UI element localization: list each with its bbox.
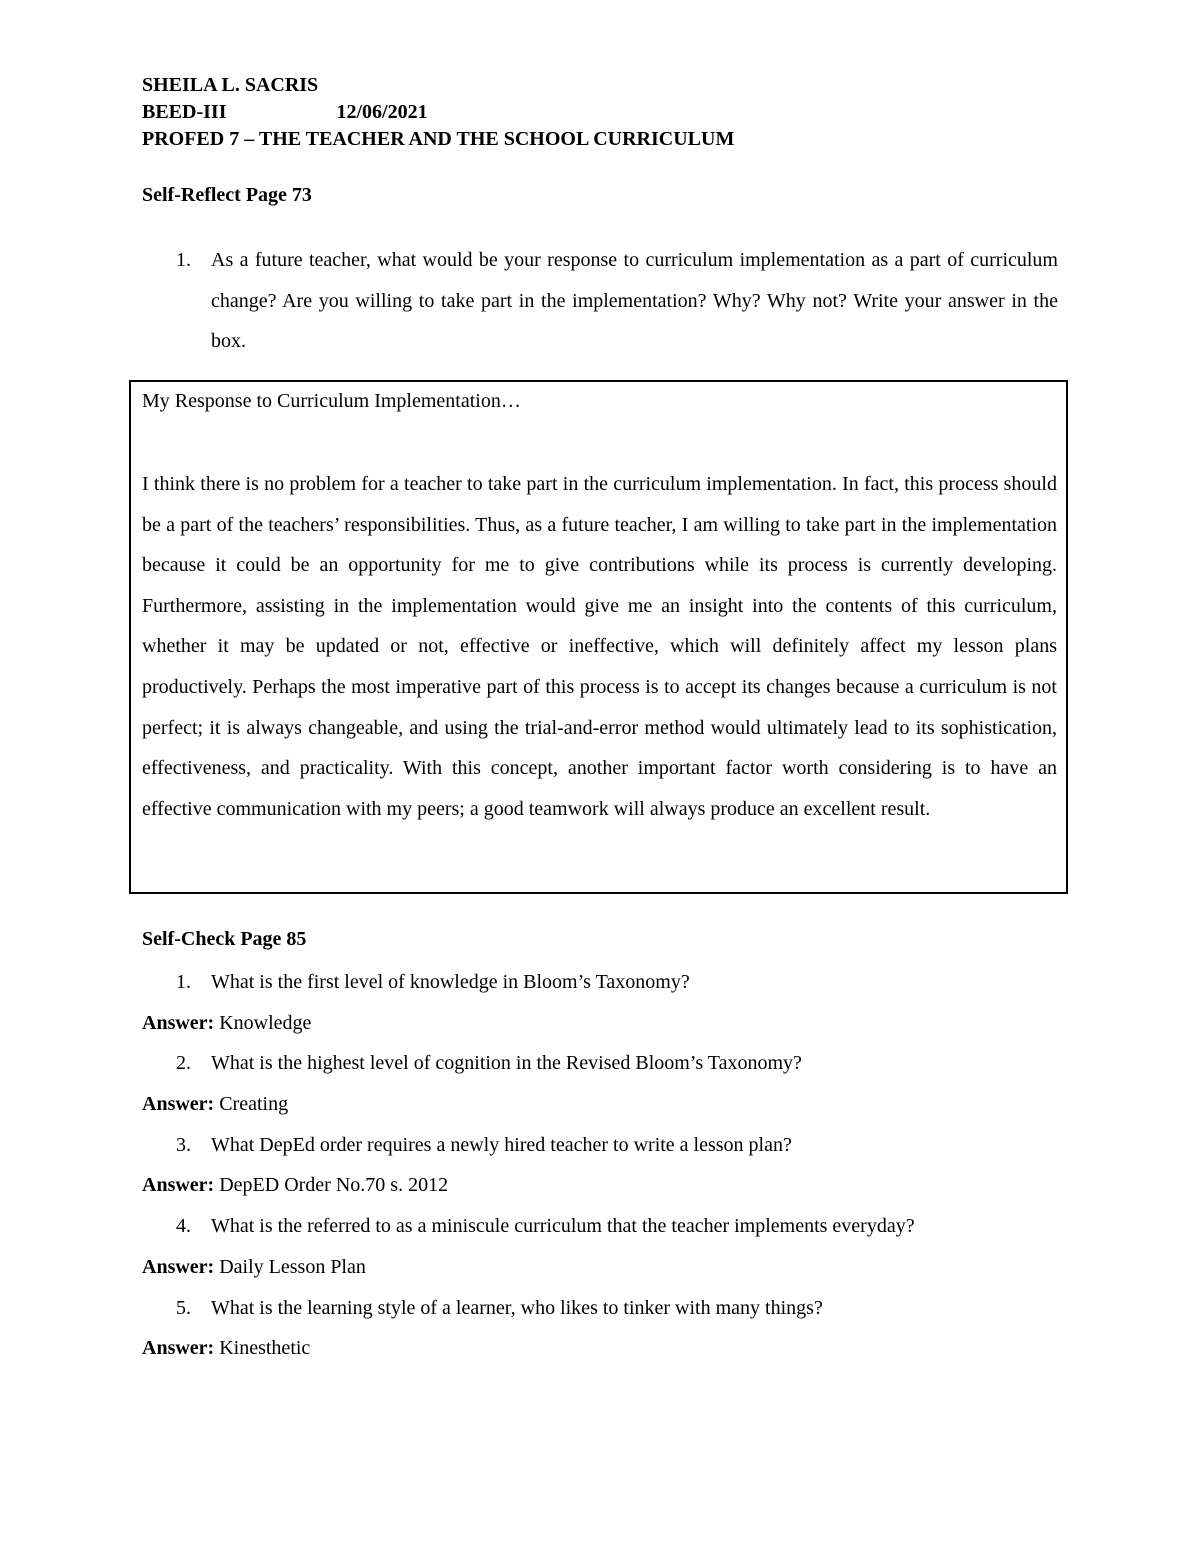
- date-label: 12/06/2021: [336, 101, 428, 123]
- course-date-line: [142, 99, 734, 126]
- question-number: 2.: [176, 1052, 191, 1075]
- question-number: 1.: [176, 249, 191, 271]
- self-reflect-question: [176, 240, 1058, 362]
- subject-title: PROFED 7 – THE TEACHER AND THE SCHOOL CURRICULUM: [142, 128, 735, 150]
- check-question-1: [142, 962, 1072, 1003]
- answer-text: Daily Lesson Plan: [219, 1255, 366, 1278]
- response-box: [129, 380, 1068, 894]
- answer-text: DepED Order No.70 s. 2012: [219, 1174, 449, 1197]
- check-answer-2: [142, 1084, 1072, 1125]
- question-number: 3.: [176, 1133, 191, 1156]
- question-text: What is the learning style of a learner, who likes to tinker with many things?: [211, 1296, 823, 1319]
- self-check-title: Self-Check Page 85: [142, 928, 307, 950]
- question-text: What is the referred to as a miniscule curriculum that the teacher implements everyday?: [211, 1215, 915, 1238]
- document-header: [142, 72, 734, 153]
- check-question-5: [142, 1288, 1072, 1329]
- question-number: 1.: [176, 971, 191, 993]
- check-answer-3: [142, 1165, 1072, 1206]
- question-text: What is the first level of knowledge in Bloom’s Taxonomy?: [211, 971, 690, 993]
- answer-label: Answer:: [142, 1174, 215, 1197]
- check-answer-5: [142, 1328, 1072, 1369]
- question-text: As a future teacher, what would be your response to curriculum implementation as a part of curriculum change? Are you willing to take part in the implementation? Why? Why not? Write your answer in the box.: [211, 249, 1058, 352]
- check-question-4: [142, 1206, 1072, 1247]
- answer-label: Answer:: [142, 1337, 215, 1360]
- answer-text: Knowledge: [219, 1011, 312, 1034]
- question-number: 4.: [176, 1215, 191, 1238]
- student-name: SHEILA L. SACRIS: [142, 74, 319, 96]
- answer-label: Answer:: [142, 1093, 215, 1116]
- response-box-heading: My Response to Curriculum Implementation…: [142, 390, 521, 412]
- course-label: BEED-III: [142, 101, 227, 123]
- check-answer-4: [142, 1247, 1072, 1288]
- question-number: 5.: [176, 1296, 191, 1319]
- response-box-body: I think there is no problem for a teacher to take part in the curriculum implementation. In fact, this process should be a part of the teachers’ responsibilities. Thus, as a future teacher, I am willing to take part in the implementation because it could be an opportunity for me to give contributions while its process is currently developing. Furthermore, assisting in the implementation would give me an insight into the contents of this curriculum, whether it may be updated or not, effective or ineffective, which will definitely affect my lesson plans productively. Perhaps the most imperative part of this process is to accept its changes because a curriculum is not perfect; it is always changeable, and using the trial-and-error method would ultimately lead to its sophistication, effectiveness, and practicality. With this concept, another important factor worth considering is to have an effective communication with my peers; a good teamwork will always produce an excellent result.: [142, 473, 1057, 820]
- self-reflect-title: Self-Reflect Page 73: [142, 184, 312, 206]
- answer-label: Answer:: [142, 1011, 215, 1034]
- answer-label: Answer:: [142, 1255, 215, 1278]
- check-question-3: [142, 1125, 1072, 1166]
- answer-text: Kinesthetic: [219, 1337, 311, 1360]
- check-question-2: [142, 1043, 1072, 1084]
- self-check-list: [142, 962, 1072, 1369]
- answer-text: Creating: [219, 1093, 289, 1116]
- check-answer-1: [142, 1003, 1072, 1044]
- question-text: What DepEd order requires a newly hired teacher to write a lesson plan?: [211, 1133, 792, 1156]
- question-text: What is the highest level of cognition in the Revised Bloom’s Taxonomy?: [211, 1052, 802, 1075]
